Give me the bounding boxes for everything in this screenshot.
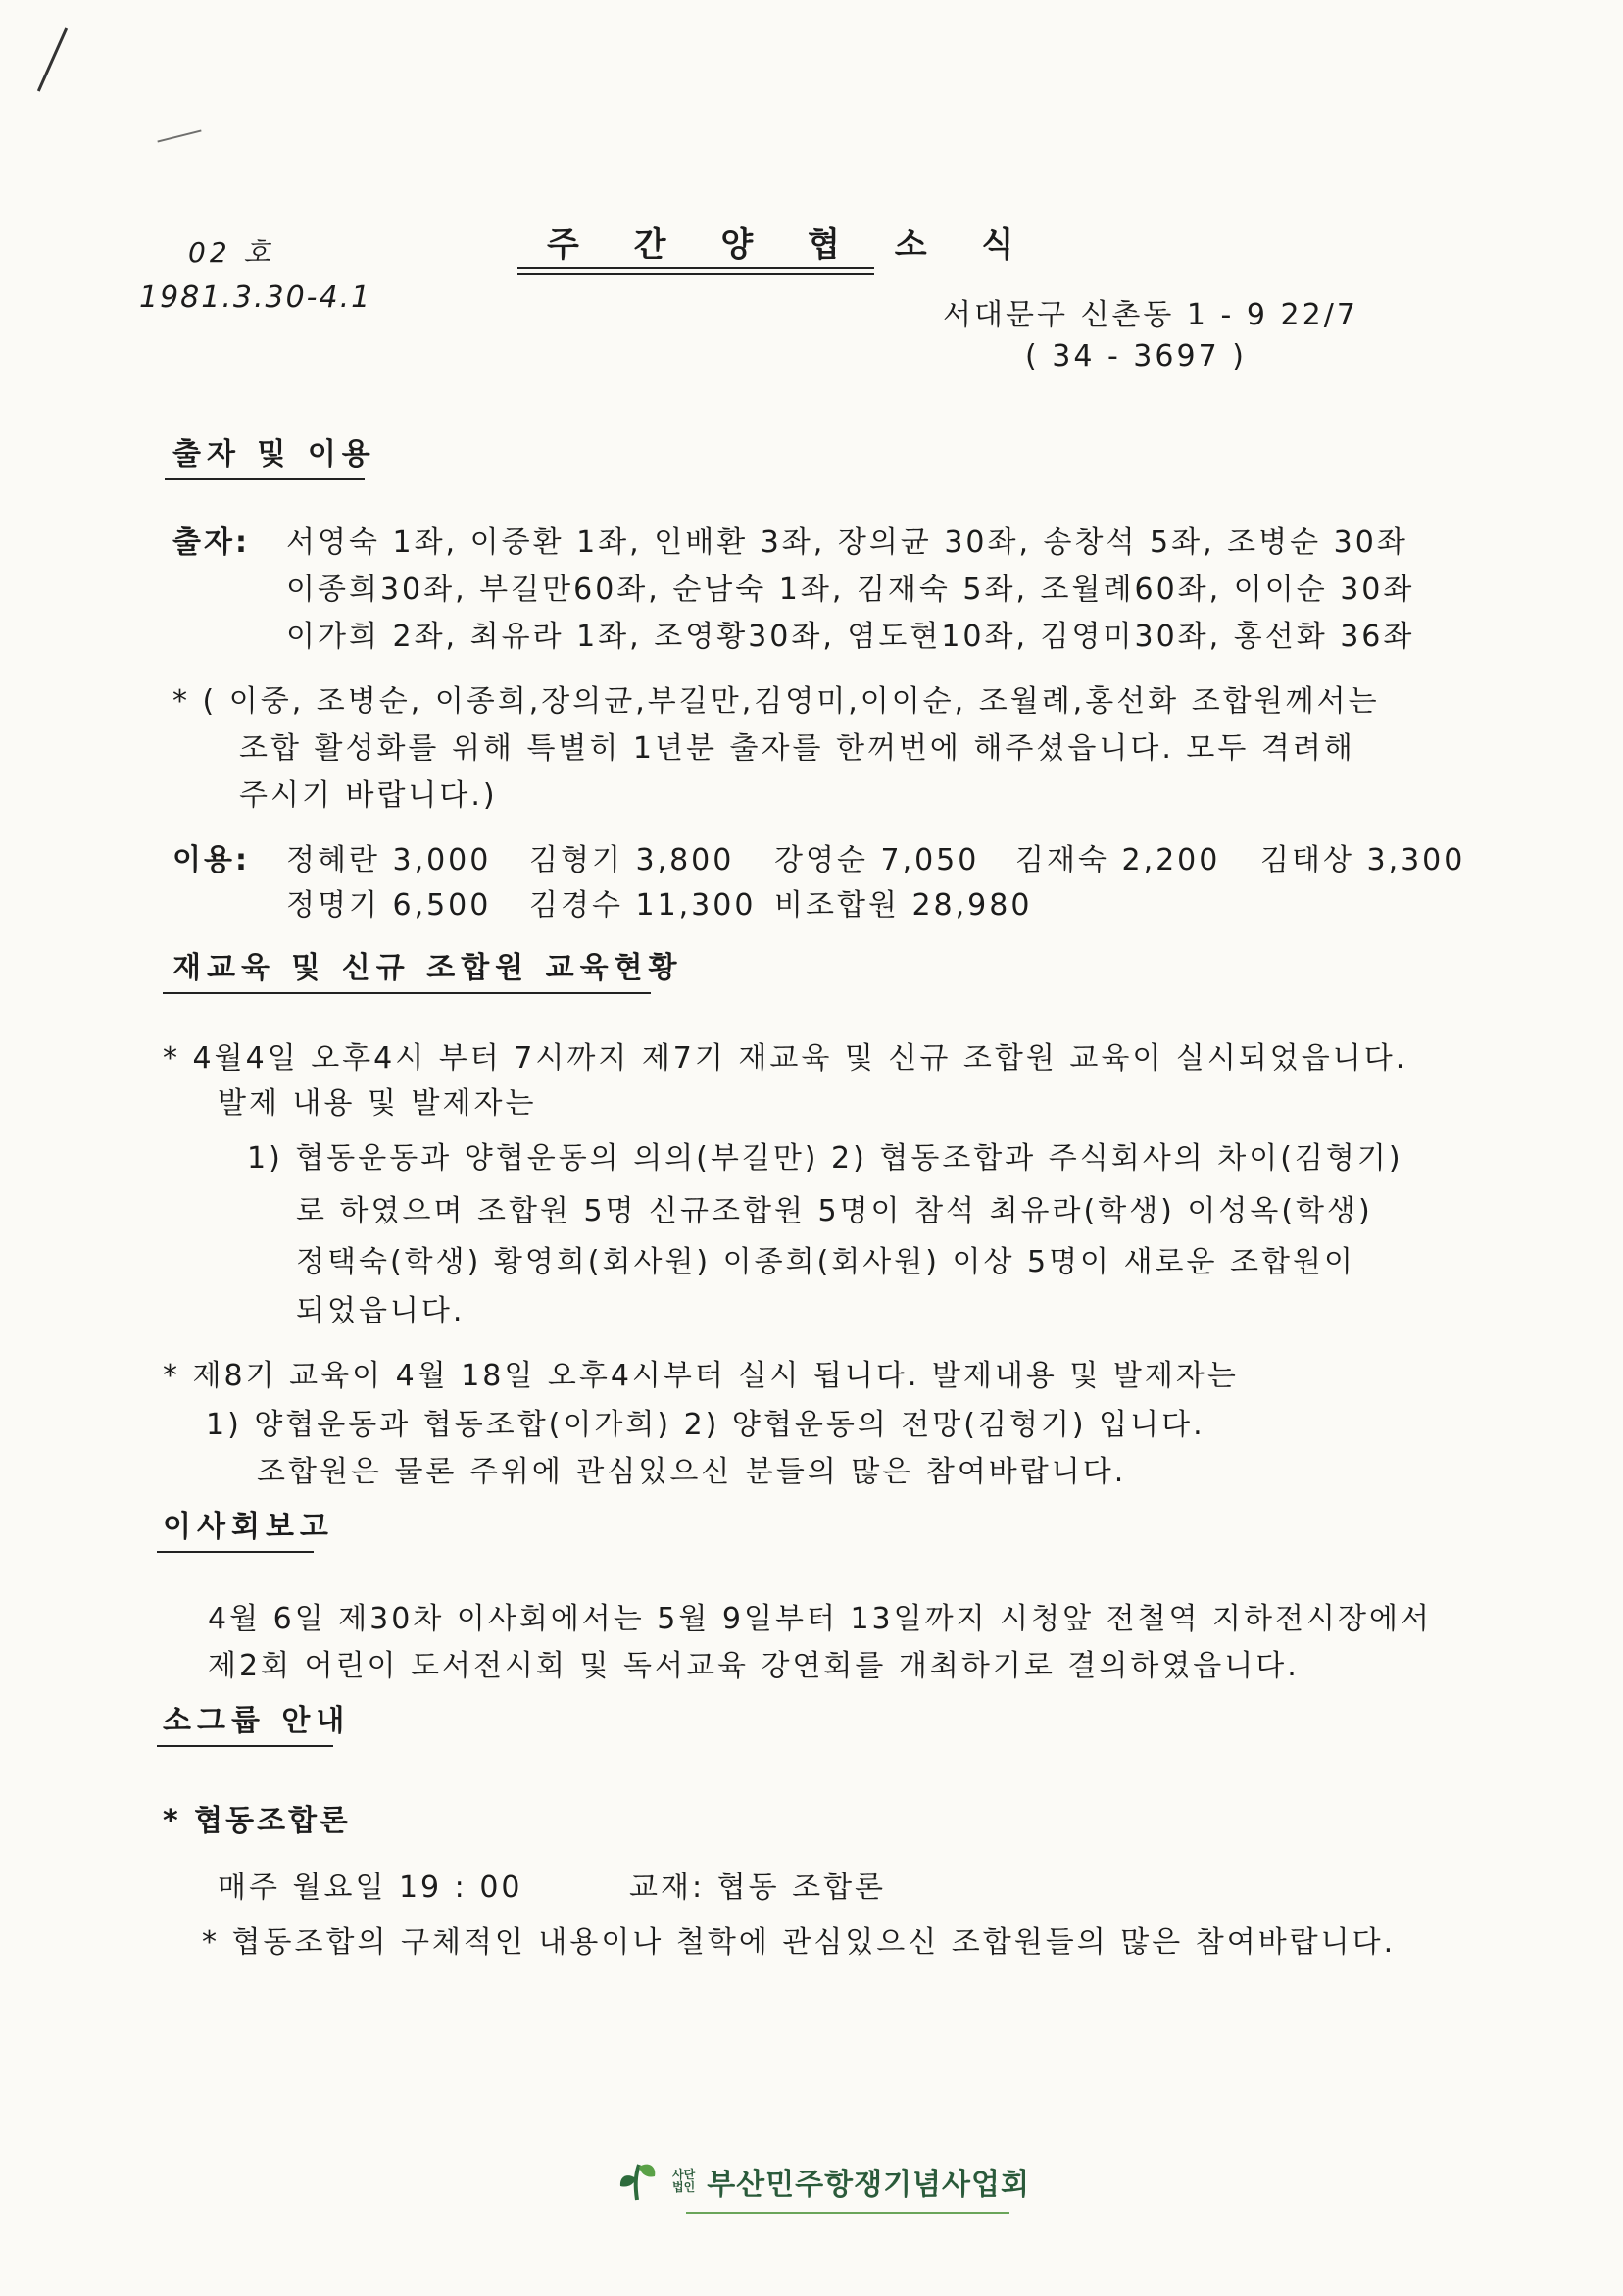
education-line: * 4월4일 오후4시 부터 7시까지 제7기 재교육 및 신규 조합원 교육이 실시되었읍니다. xyxy=(163,1041,1408,1075)
usage-entry: 정혜란 3,000 xyxy=(286,843,492,877)
group-item: * 협동조합론 xyxy=(163,1804,352,1838)
education-line: 1) 협동운동과 양협운동의 의의(부길만) 2) 협동조합과 주식회사의 차이(김형기) xyxy=(247,1141,1403,1175)
education-line: 조합원은 물론 주위에 관심있으신 분들의 많은 참여바랍니다. xyxy=(257,1455,1127,1489)
heading-underline xyxy=(157,1551,314,1553)
section-heading-education: 재교육 및 신규 조합원 교육현황 xyxy=(172,951,683,985)
footer-org-name: 부산민주항쟁기념사업회 xyxy=(707,2168,1030,2202)
section-heading-small-group: 소그룹 안내 xyxy=(163,1704,351,1738)
usage-entry: 정명기 6,500 xyxy=(286,888,492,923)
section-heading-investment: 출자 및 이용 xyxy=(172,437,376,472)
heading-underline xyxy=(157,1745,333,1747)
pen-dash-mark xyxy=(157,129,201,142)
heading-underline xyxy=(165,478,365,480)
note-line: * ( 이중, 조병순, 이종희,장의균,부길만,김영미,이이순, 조월례,홍선화 조합원께서는 xyxy=(172,684,1380,719)
footer-swoosh xyxy=(686,2212,1009,2214)
usage-label: 이용: xyxy=(172,843,250,877)
group-textbook: 교재: 협동 조합론 xyxy=(629,1871,887,1905)
note-line: 조합 활성화를 위해 특별히 1년분 출자를 한꺼번에 해주셨읍니다. 모두 격려해 xyxy=(239,731,1355,766)
section-heading-board: 이사회보고 xyxy=(163,1510,334,1544)
heading-underline xyxy=(163,992,651,994)
contribution-label: 출자: xyxy=(172,525,250,560)
title-underline xyxy=(517,267,874,269)
issue-date: 1981.3.30-4.1 xyxy=(139,280,372,315)
contribution-line: 이종희30좌, 부길만60좌, 순남숙 1좌, 김재숙 5좌, 조월례60좌, 이이순 30좌 xyxy=(286,573,1415,607)
address: 서대문구 신촌동 1 - 9 22/7 xyxy=(943,298,1358,332)
group-note: * 협동조합의 구체적인 내용이나 철학에 관심있으신 조합원들의 많은 참여바랍니다. xyxy=(202,1925,1397,1960)
footer-logo xyxy=(615,2157,1030,2206)
education-line: 로 하였으며 조합원 5명 신규조합원 5명이 참석 최유라(학생) 이성옥(학생) xyxy=(296,1194,1373,1228)
education-line: * 제8기 교육이 4월 18일 오후4시부터 실시 됩니다. 발제내용 및 발제자는 xyxy=(163,1359,1239,1393)
pen-stroke-mark xyxy=(37,27,68,91)
education-line: 발제 내용 및 발제자는 xyxy=(218,1086,537,1121)
education-line: 되었읍니다. xyxy=(296,1294,466,1328)
footer-org-prefix: 사단 법인 xyxy=(672,2168,696,2194)
contribution-line: 이가희 2좌, 최유라 1좌, 조영황30좌, 염도현10좌, 김영미30좌, 홍선화 36좌 xyxy=(286,620,1415,654)
usage-entry: 강영순 7,050 xyxy=(774,843,980,877)
usage-entry: 비조합원 28,980 xyxy=(774,888,1033,923)
group-schedule: 매주 월요일 19 : 00 xyxy=(218,1871,523,1905)
phone-number: ( 34 - 3697 ) xyxy=(1025,339,1247,374)
contribution-line: 서영숙 1좌, 이중환 1좌, 인배환 3좌, 장의균 30좌, 송창석 5좌, 조병순 30좌 xyxy=(286,525,1408,560)
title-underline-2 xyxy=(517,273,874,275)
note-line: 주시기 바랍니다.) xyxy=(239,778,498,813)
usage-entry: 김경수 11,300 xyxy=(529,888,757,923)
education-line: 1) 양협운동과 협동조합(이가희) 2) 양협운동의 전망(김형기) 입니다. xyxy=(206,1408,1205,1442)
issue-number: 02 호 xyxy=(188,236,274,269)
usage-entry: 김형기 3,800 xyxy=(529,843,735,877)
usage-entry: 김재숙 2,200 xyxy=(1015,843,1221,877)
board-line: 4월 6일 제30차 이사회에서는 5월 9일부터 13일까지 시청앞 전철역 지하전시장에서 xyxy=(208,1602,1432,1636)
newsletter-title: 주 간 양 협 소 식 xyxy=(547,225,1036,265)
usage-entry: 김태상 3,300 xyxy=(1260,843,1466,877)
education-line: 정택숙(학생) 황영희(회사원) 이종희(회사원) 이상 5명이 새로운 조합원이 xyxy=(296,1245,1355,1279)
board-line: 제2회 어린이 도서전시회 및 독서교육 강연회를 개최하기로 결의하였읍니다. xyxy=(208,1649,1300,1683)
leaf-icon xyxy=(615,2157,661,2206)
